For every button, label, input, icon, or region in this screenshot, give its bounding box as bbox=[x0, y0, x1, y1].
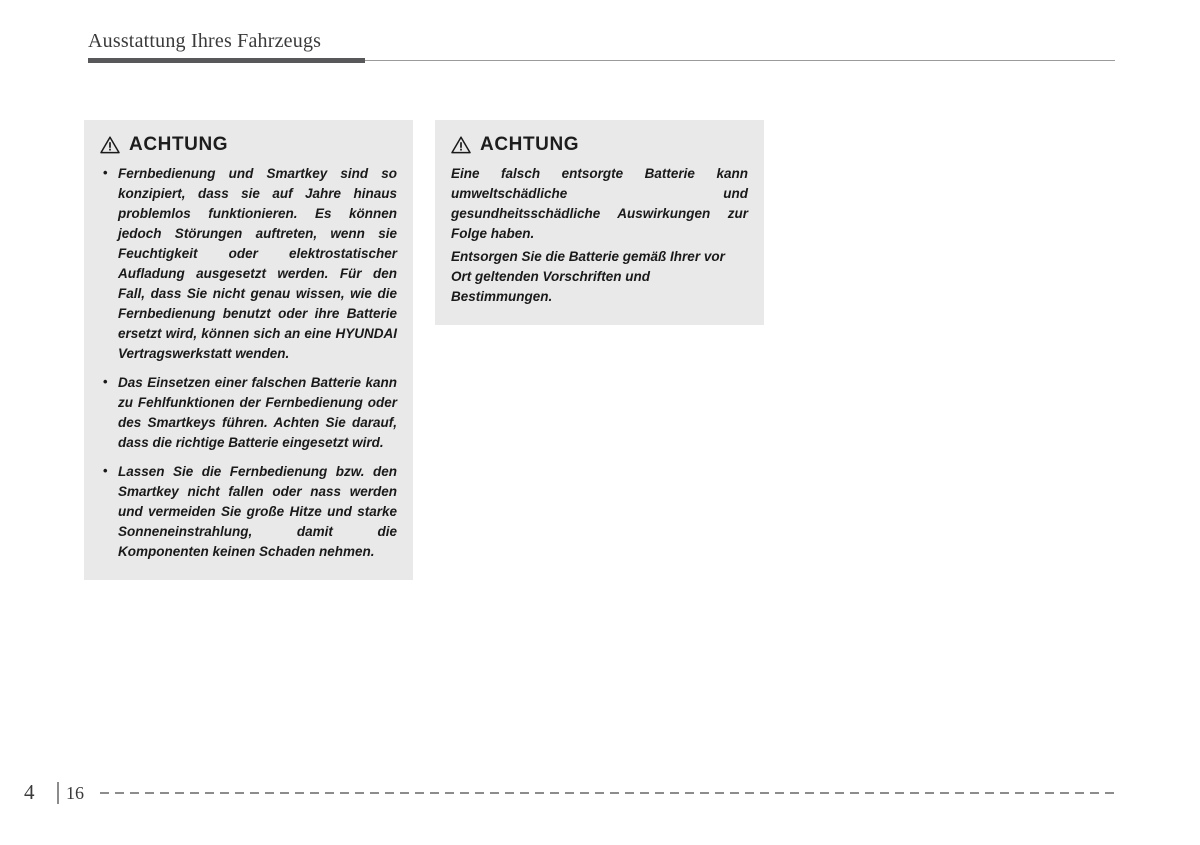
right-column bbox=[435, 120, 764, 325]
notice-header-left bbox=[100, 134, 397, 156]
list-item: • Das Einsetzen einer falschen Batterie kann zu Fehlfunktionen der Fernbedienung oder des Smartkeys führen. Achten Sie darauf, dass die richtige Batterie eingesetzt wird. bbox=[100, 373, 397, 453]
header-rule-secondary bbox=[365, 60, 1115, 61]
warning-triangle-icon bbox=[100, 136, 120, 154]
list-item: • Lassen Sie die Fernbedienung bzw. den Smartkey nicht fallen oder nass werden und vermeiden Sie große Hitze und starke Sonneneinstrahlung, damit die Komponenten keinen Schaden nehmen. bbox=[100, 462, 397, 562]
page-footer bbox=[0, 780, 1200, 820]
notice-title-left: ACHTUNG bbox=[129, 134, 229, 155]
warning-notice-right bbox=[435, 120, 764, 325]
notice-paragraph: Eine falsch entsorgte Batterie kann umweltschädliche und gesundheitsschädliche Auswirkungen zur Folge haben. bbox=[451, 166, 748, 241]
footer-dashed-rule bbox=[100, 792, 1120, 794]
notice-bullet-list-left bbox=[100, 164, 397, 562]
warning-notice-left bbox=[84, 120, 413, 580]
warning-triangle-icon bbox=[451, 136, 471, 154]
page-header bbox=[0, 30, 1200, 70]
page-title: Ausstattung Ihres Fahrzeugs bbox=[88, 30, 322, 52]
footer-chapter-number: 4 bbox=[24, 780, 35, 804]
header-rule-primary bbox=[88, 58, 365, 63]
notice-title-right: ACHTUNG bbox=[480, 134, 580, 155]
footer-page-number: 16 bbox=[66, 783, 84, 803]
list-item: • Fernbedienung und Smartkey sind so konzipiert, dass sie auf Jahre hinaus problemlos funktionieren. Es können jedoch Störungen auftreten, wenn sie Feuchtigkeit oder elektrostatischer Aufladung ausgesetzt werden. Für den Fall, dass Sie nicht genau wissen, wie die Fernbedienung benutzt oder ihre Batterie ersetzt wird, können sich an eine HYUNDAI Vertragswerkstatt wenden. bbox=[100, 164, 397, 364]
notice-header-right bbox=[451, 134, 748, 156]
footer-separator bbox=[57, 782, 59, 804]
left-column bbox=[84, 120, 413, 580]
notice-paragraph: Entsorgen Sie die Batterie gemäß Ihrer vor Ort geltenden Vorschriften und Bestimmungen. bbox=[451, 249, 725, 304]
